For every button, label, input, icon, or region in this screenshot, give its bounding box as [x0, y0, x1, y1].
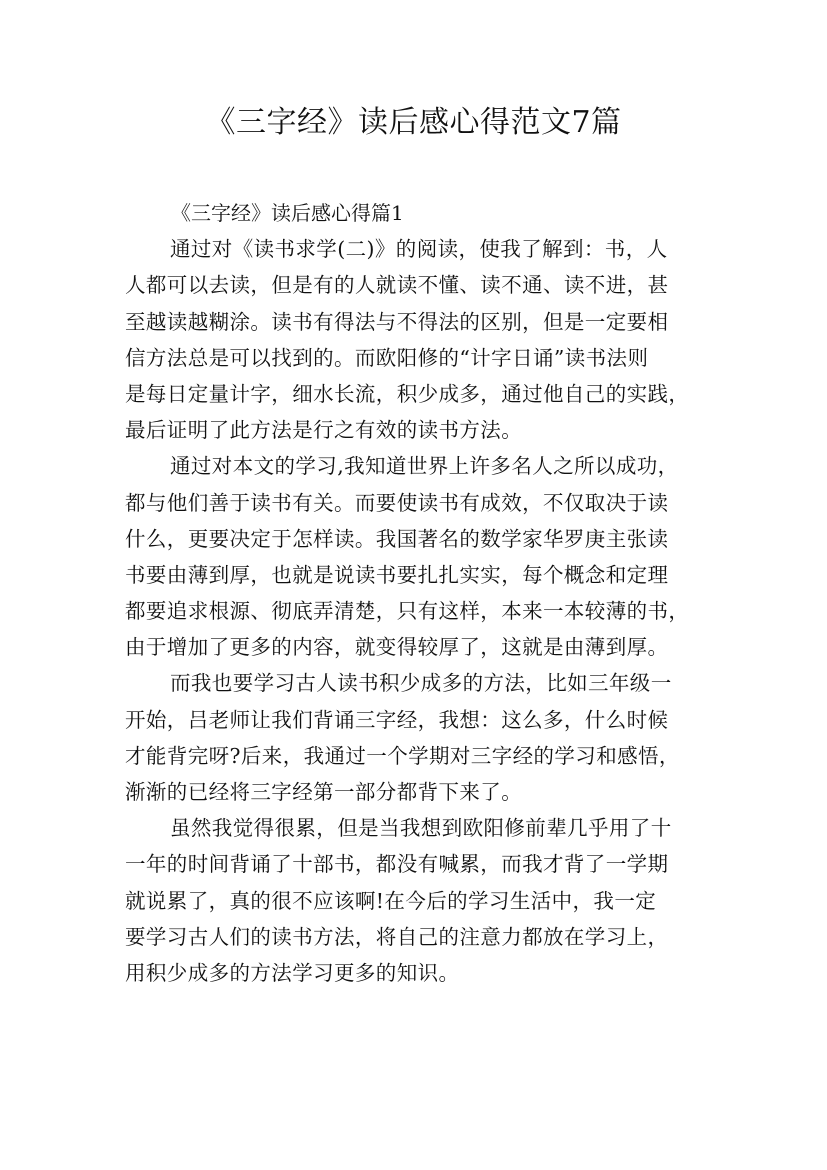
paragraph-line: 都要追求根源、彻底弄清楚，只有这样，本来一本较薄的书，	[125, 599, 690, 624]
paragraph-line: 而我也要学习古人读书积少成多的方法，比如三年级一	[170, 671, 672, 696]
paragraph-line: 就说累了，真的很不应该啊!在今后的学习生活中，我一定	[125, 888, 657, 913]
paragraph-line: 是每日定量计字，细水长流，积少成多，通过他自己的实践，	[125, 381, 690, 406]
paragraph-line: 开始，吕老师让我们背诵三字经，我想：这么多，什么时候	[125, 707, 669, 732]
paragraph-line: 人都可以去读，但是有的人就读不懂、读不通、读不进，甚	[125, 273, 669, 298]
paragraph-line: 通过对本文的学习,我知道世界上许多名人之所以成功，	[170, 454, 679, 479]
paragraph-line: 都与他们善于读书有关。而要使读书有成效，不仅取决于读	[125, 490, 669, 515]
paragraph-line: 什么，更要决定于怎样读。我国著名的数学家华罗庚主张读	[125, 526, 669, 551]
paragraph-line: 最后证明了此方法是行之有效的读书方法。	[125, 418, 523, 443]
paragraph-line: 由于增加了更多的内容，就变得较厚了，这就是由薄到厚。	[125, 635, 669, 660]
paragraph-line: 才能背完呀?后来，我通过一个学期对三字经的学习和感悟，	[125, 743, 680, 768]
document-title: 《三字经》读后感心得范文7篇	[205, 105, 622, 140]
paragraph-line: 至越读越糊涂。读书有得法与不得法的区别，但是一定要相	[125, 309, 669, 334]
paragraph-line: 用积少成多的方法学习更多的知识。	[125, 960, 460, 985]
paragraph-line: 信方法总是可以找到的。而欧阳修的“计字日诵”读书法则	[125, 345, 649, 370]
paragraph	[125, 448, 715, 665]
paragraph	[125, 231, 715, 448]
section-heading: 《三字经》读后感心得篇1	[171, 201, 404, 225]
paragraph-line: 一年的时间背诵了十部书，都没有喊累，而我才背了一学期	[125, 852, 669, 877]
paragraph	[125, 810, 715, 991]
paragraph-line: 虽然我觉得很累，但是当我想到欧阳修前辈几乎用了十	[170, 816, 672, 841]
paragraph-line: 要学习古人们的读书方法，将自己的注意力都放在学习上，	[125, 924, 669, 949]
paragraph-line: 通过对《读书求学(二)》的阅读，使我了解到：书，人	[170, 237, 668, 262]
paragraph-line: 渐渐的已经将三字经第一部分都背下来了。	[125, 780, 523, 804]
paragraph-line: 书要由薄到厚，也就是说读书要扎扎实实，每个概念和定理	[125, 562, 669, 587]
paragraph	[125, 665, 715, 810]
document-body	[125, 195, 715, 991]
